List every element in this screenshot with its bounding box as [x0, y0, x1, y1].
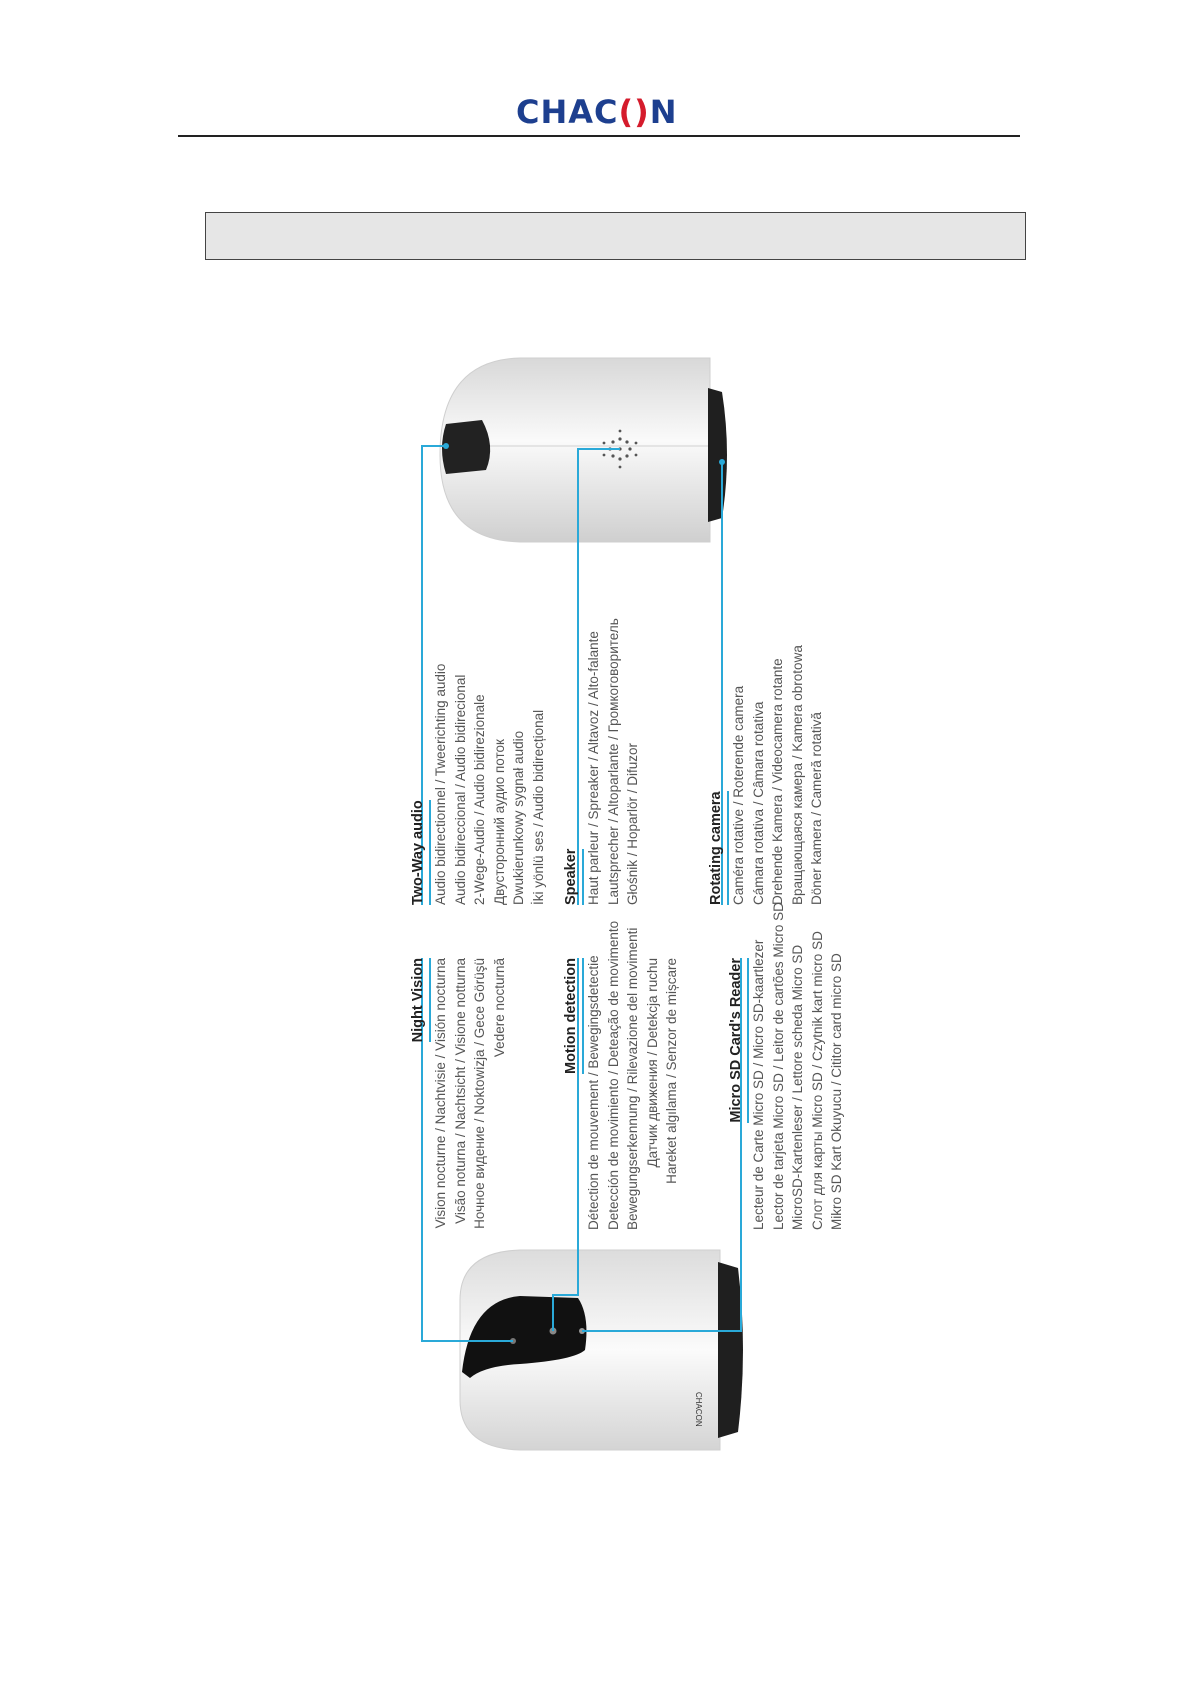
label-sd-reader — [726, 902, 847, 1230]
rotating-camera-heading: Rotating camera — [706, 791, 729, 905]
rotating-camera-line: Cámara rotativa / Câmara rotativa — [750, 701, 766, 905]
rotating-camera-line: Drehende Kamera / Videocamera rotante — [770, 658, 785, 905]
camera-front-base — [718, 1262, 743, 1438]
motion-detection-line: Détection de mouvement / Bewegingsdetectie — [586, 955, 601, 1230]
night-vision-line: Vedere nocturnă — [491, 958, 507, 1058]
sd-reader-heading: Micro SD Card's Reader — [726, 958, 749, 1123]
two-way-audio-line: Двусторонний аудио поток — [491, 739, 507, 905]
two-way-audio-line: Dwukierunkowy sygnał audio — [511, 730, 526, 905]
two-way-audio-line: 2-Wege-Audio / Audio bidirezionale — [472, 694, 487, 905]
label-rotating-camera — [706, 605, 827, 905]
two-way-audio-line: Audio bidireccional / Audio bidirecional — [452, 674, 468, 905]
label-two-way-audio — [408, 615, 548, 905]
two-way-audio-line: İki yönlü ses / Audio bidirecțional — [530, 709, 546, 905]
camera-back-base — [708, 388, 727, 522]
label-motion-detection — [561, 920, 682, 1230]
motion-detection-line: Detección de movimiento / Deteação de movimento — [605, 920, 621, 1230]
camera-back-lens-dome — [442, 420, 490, 474]
rotating-camera-line: Döner kamera / Cameră rotativă — [809, 712, 824, 905]
sd-reader-line: Lector de tarjeta Micro SD / Leitor de cartões Micro SD — [770, 902, 786, 1230]
motion-detection-line: Hareket algılama / Senzor de mișcare — [664, 958, 679, 1184]
night-vision-line: Ночное видение / Noktowizja / Gece Görüşü — [472, 958, 487, 1229]
motion-detection-line: Датчик движения / Detekcja ruchu — [644, 958, 660, 1168]
brand-logo-text-left: CHAC — [516, 93, 619, 131]
speaker-line: Głośnik / Hoparlör / Difuzor — [625, 742, 640, 905]
sd-reader-line: MicroSD-Kartenleser / Lettore scheda Micro SD — [790, 944, 805, 1230]
two-way-audio-heading: Two-Way audio — [408, 800, 431, 905]
label-speaker — [561, 585, 643, 905]
label-night-vision — [408, 958, 509, 1230]
speaker-line: Lautsprecher / Altoparlante / Громкоговоритель — [605, 618, 621, 905]
motion-detection-line: Bewegungserkennung / Rilevazione del movimenti — [625, 927, 640, 1230]
two-way-audio-line: Audio bidirectionnel / Tweerichting audio — [433, 663, 448, 905]
speaker-line: Haut parleur / Spreaker / Altavoz / Alto-falante — [586, 631, 601, 905]
camera-front-logo: CHACON — [694, 1392, 703, 1427]
rotating-camera-line: Вращающаяся камера / Kamera obrotowa — [789, 645, 805, 905]
rotating-camera-line: Caméra rotative / Roterende camera — [731, 685, 746, 905]
brand-logo-mark: () — [618, 93, 650, 131]
brand-logo-text-right: N — [649, 93, 678, 131]
sd-reader-line: Mikro SD Kart Okuyucu / Cititor card micro SD — [829, 953, 844, 1230]
sd-reader-line: Слот для карты Micro SD / Czytnik kart micro SD — [809, 931, 825, 1230]
sd-reader-line: Lecteur de Carte Micro SD / Micro SD-kaartlezer — [751, 939, 766, 1230]
night-vision-heading: Night Vision — [408, 958, 431, 1042]
camera-front-view — [460, 1250, 743, 1450]
night-vision-line: Visão noturna / Nachtsicht / Visione notturna — [452, 958, 468, 1224]
night-vision-line: Vision nocturne / Nachtvisie / Visión nocturna — [433, 958, 448, 1229]
speaker-heading: Speaker — [561, 849, 584, 905]
motion-detection-heading: Motion detection — [561, 958, 584, 1074]
